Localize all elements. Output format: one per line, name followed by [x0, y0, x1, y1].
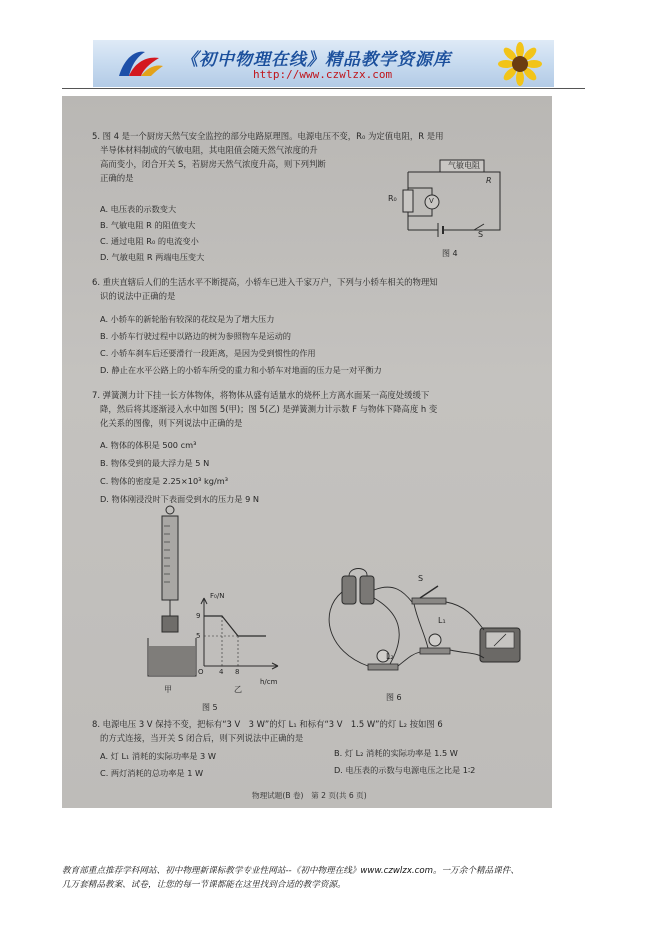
fig5-ylabel: F₀/N	[210, 592, 225, 600]
q5-line1: 5. 图 4 是一个厨房天然气安全监控的部分电路原理图。电源电压不变，R₀ 为定值电阻，R 是用	[92, 131, 444, 141]
q6-option-b: B. 小轿车行驶过程中以路边的树为参照物车是运动的	[100, 331, 291, 341]
q5-line4: 正确的是	[100, 173, 134, 183]
fig4-r0-label: R₀	[388, 194, 397, 203]
q6-line2: 识的说法中正确的是	[100, 291, 176, 301]
bottom-note-line2: 几万套精品教案、试卷，让您的每一节课都能在这里找到合适的教学资源。	[62, 880, 346, 890]
q8-option-a: A. 灯 L₁ 消耗的实际功率是 3 W	[100, 751, 216, 761]
q5-option-a: A. 电压表的示数变大	[100, 204, 177, 214]
sunflower-icon	[490, 42, 550, 86]
q8-option-d: D. 电压表的示数与电源电压之比是 1∶2	[334, 765, 476, 775]
q6-option-c: C. 小轿车刹车后还要滑行一段距离，是因为受到惯性的作用	[100, 348, 316, 358]
q7-option-b: B. 物体受到的最大浮力是 5 N	[100, 458, 210, 468]
q7-line2: 降，然后将其逐渐浸入水中如图 5(甲)；图 5(乙) 是弹簧测力计示数 F 与物体下降高度 h 变	[100, 404, 438, 414]
fig4-voltmeter-label: V	[429, 197, 434, 205]
q5-option-d: D. 气敏电阻 R 两端电压变大	[100, 252, 205, 262]
fig5-ytick-5: 5	[196, 632, 201, 640]
fig6-switch-label: S	[418, 574, 424, 583]
q6-option-a: A. 小轿车的新轮胎有较深的花纹是为了增大压力	[100, 314, 275, 324]
fig4-switch-label: S	[478, 230, 484, 239]
fig4-r-label: R	[486, 176, 492, 185]
fig5-xtick-8: 8	[235, 668, 240, 676]
site-logo-icon	[115, 46, 165, 82]
q5-line2: 半导体材料制成的气敏电阻，其电阻值会随天然气浓度的升	[100, 145, 318, 155]
figure5-graph	[194, 594, 282, 674]
fig6-caption: 图 6	[386, 693, 402, 702]
q7-line3: 化关系的图像，则下列说法中正确的是	[100, 418, 243, 428]
q7-option-d: D. 物体刚浸没时下表面受到水的压力是 9 N	[100, 494, 260, 504]
q5-option-c: C. 通过电阻 R₀ 的电流变小	[100, 236, 199, 246]
q5-option-b: B. 气敏电阻 R 的阻值变大	[100, 220, 196, 230]
q8-line2: 的方式连接，当开关 S 闭合后，则下列说法中正确的是	[100, 733, 304, 743]
scanned-exam-page	[62, 96, 552, 808]
banner-url[interactable]: http://www.czwlzx.com	[253, 68, 393, 81]
q6-option-d: D. 静止在水平公路上的小轿车所受的重力和小轿车对地面的压力是一对平衡力	[100, 365, 382, 375]
q6-line1: 6. 重庆直辖后人们的生活水平不断提高，小轿车已进入千家万户，下列与小轿车相关的物理知	[92, 277, 438, 287]
bottom-note-line1: 教育部重点推荐学科网站、初中物理新课标教学专业性网站--《初中物理在线》www.czwlzx.com。一万余个精品课件、	[62, 866, 519, 876]
banner-title: 《初中物理在线》精品教学资源库	[181, 50, 451, 70]
q8-line1: 8. 电源电压 3 V 保持不变，把标有“3 V 3 W”的灯 L₁ 和标有“3 V 1.5 W”的灯 L₂ 按如图 6	[92, 719, 443, 729]
fig5-xlabel: h/cm	[260, 678, 278, 686]
site-banner	[93, 40, 554, 87]
fig5-label-jia: 甲	[164, 685, 172, 694]
fig6-l2-label: L₂	[386, 652, 394, 661]
q7-line1: 7. 弹簧测力计下挂一长方体物体，将物体从盛有适量水的烧杯上方离水面某一高度处缓缓下	[92, 390, 430, 400]
q8-option-c: C. 两灯消耗的总功率是 1 W	[100, 768, 204, 778]
q5-line3: 高而变小，闭合开关 S，若厨房天然气浓度升高，则下列判断	[100, 159, 326, 169]
fig5-ytick-9: 9	[196, 612, 201, 620]
fig5-xtick-4: 4	[219, 668, 224, 676]
q7-option-a: A. 物体的体积是 500 cm³	[100, 440, 197, 450]
page-footer: 物理试题(B 卷) 第 2 页(共 6 页)	[252, 791, 367, 800]
fig4-caption: 图 4	[442, 249, 458, 258]
fig6-l1-label: L₁	[438, 616, 446, 625]
fig5-xtick-o: O	[198, 668, 204, 676]
fig4-sensor-label: 气敏电阻	[448, 161, 480, 170]
q7-option-c: C. 物体的密度是 2.25×10³ kg/m³	[100, 476, 228, 486]
fig5-caption: 图 5	[202, 703, 218, 712]
fig5-label-yi: 乙	[234, 685, 242, 694]
header-rule	[62, 88, 585, 89]
q8-option-b: B. 灯 L₂ 消耗的实际功率是 1.5 W	[334, 748, 458, 758]
